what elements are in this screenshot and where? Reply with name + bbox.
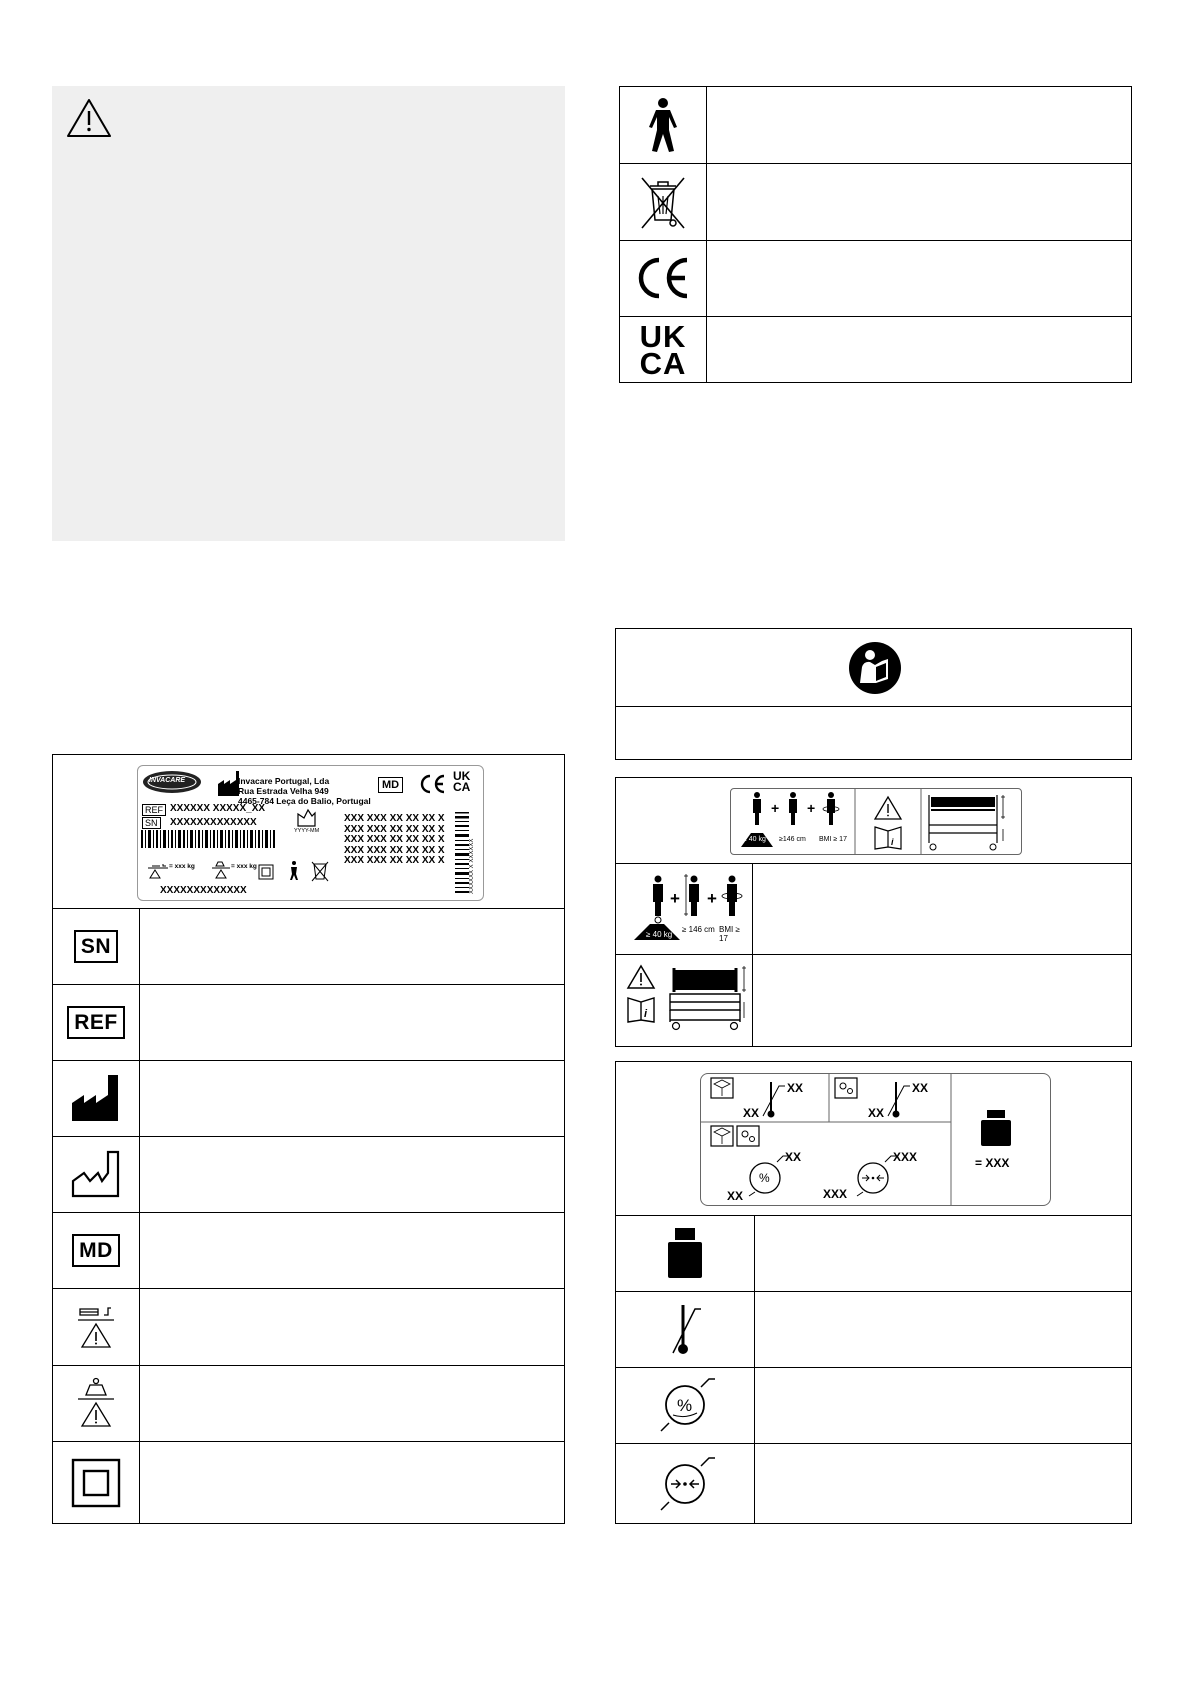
svg-text:+: +: [771, 800, 780, 816]
svg-text:i: i: [891, 837, 894, 847]
bmi-tag: BMI ≥ 17: [819, 836, 847, 843]
class-ii-equipment-icon: [53, 1441, 139, 1525]
weee-disposal-icon: [620, 163, 706, 240]
load-1: = xxx kg: [169, 863, 195, 870]
warning-icon: [66, 98, 112, 143]
date-code: YYYY-MM: [294, 828, 320, 834]
max-user-weight-icon: [53, 1288, 139, 1365]
environment-label-image: [700, 1073, 1051, 1206]
patient-label-image: [730, 788, 1022, 855]
spec-block: XXX XXX XX XX XX X XXX XXX XX XX XX X XXX XXX XX XX XX X XXX XXX XX XX XX X XXX XXX XX XX XX X: [344, 813, 445, 866]
ref-tag: REF: [142, 804, 166, 816]
sn-value: XXXXXXXXXXXXX: [170, 817, 257, 828]
pressure-limit-icon: [616, 1443, 754, 1525]
ukca-mark-icon: UK CA: [639, 319, 687, 381]
temp-min-1: XX: [743, 1106, 760, 1120]
ref-value: XXXXXX XXXXX_XX: [170, 803, 266, 814]
reference-number-icon: REF: [53, 984, 139, 1060]
svg-text:+: +: [670, 889, 680, 908]
vertical-code: XXXXXX X XXXXXX: [469, 838, 475, 894]
humidity-max: XX: [785, 1150, 802, 1164]
temp-min-2: XX: [868, 1106, 885, 1120]
ukca-mark: UK CA: [453, 769, 471, 794]
bmi-tag: BMI ≥ 17: [719, 925, 740, 943]
load-2: = xxx kg: [231, 863, 257, 870]
min-weight-tag: ≥ 40 kg: [646, 930, 673, 939]
temp-max-2: XX: [912, 1081, 929, 1095]
ce-mark-icon: [620, 240, 706, 316]
manufacturer-line: Rua Estrada Velha 949: [238, 786, 329, 796]
warning-panel: [52, 86, 565, 541]
safe-working-load-icon: [53, 1365, 139, 1441]
brand-logo: INVACARE: [149, 777, 186, 784]
temp-max-1: XX: [787, 1081, 804, 1095]
date-of-manufacture-icon: [53, 1136, 139, 1212]
symbols-table: [619, 86, 1132, 383]
temperature-limit-icon: [616, 1291, 754, 1367]
type-b-applied-part-icon: [620, 87, 706, 163]
svg-text:+: +: [807, 800, 816, 816]
svg-text:i: i: [644, 1008, 648, 1020]
patient-requirements-icon: [624, 872, 748, 944]
patient-requirements-table: [615, 777, 1132, 1047]
min-height-tag: ≥146 cm: [779, 836, 806, 843]
md-mark: MD: [378, 777, 403, 793]
read-manual-icon: [616, 629, 1133, 706]
manufacturer-line: Invacare Portugal, Lda: [238, 776, 330, 786]
min-weight-tag: ≥ 40 kg: [743, 836, 766, 843]
min-height-tag: ≥ 146 cm: [682, 925, 715, 934]
weight-icon: [616, 1215, 754, 1291]
sn-tag: SN: [142, 817, 161, 829]
pressure-min: XXX: [823, 1187, 848, 1201]
svg-text:+: +: [707, 889, 717, 908]
manufacturer-line: 4465-784 Leça do Balio, Portugal: [238, 796, 371, 806]
manufacturer-icon: [53, 1060, 139, 1136]
svg-text:%: %: [759, 1171, 770, 1185]
product-label-table: [52, 754, 565, 1524]
weight-value: = XXX: [975, 1156, 1010, 1170]
svg-text:%: %: [677, 1396, 693, 1415]
humidity-min: XX: [727, 1189, 744, 1203]
serial-number-icon: SN: [53, 908, 139, 984]
humidity-limit-icon: [616, 1367, 754, 1443]
bottom-code: XXXXXXXXXXXXX: [160, 885, 247, 896]
environment-table: [615, 1061, 1132, 1524]
read-manual-table: [615, 628, 1132, 760]
product-label-image: [137, 765, 484, 901]
bed-warning-icon: [624, 962, 748, 1042]
pressure-max: XXX: [893, 1150, 918, 1164]
medical-device-icon: MD: [53, 1212, 139, 1288]
